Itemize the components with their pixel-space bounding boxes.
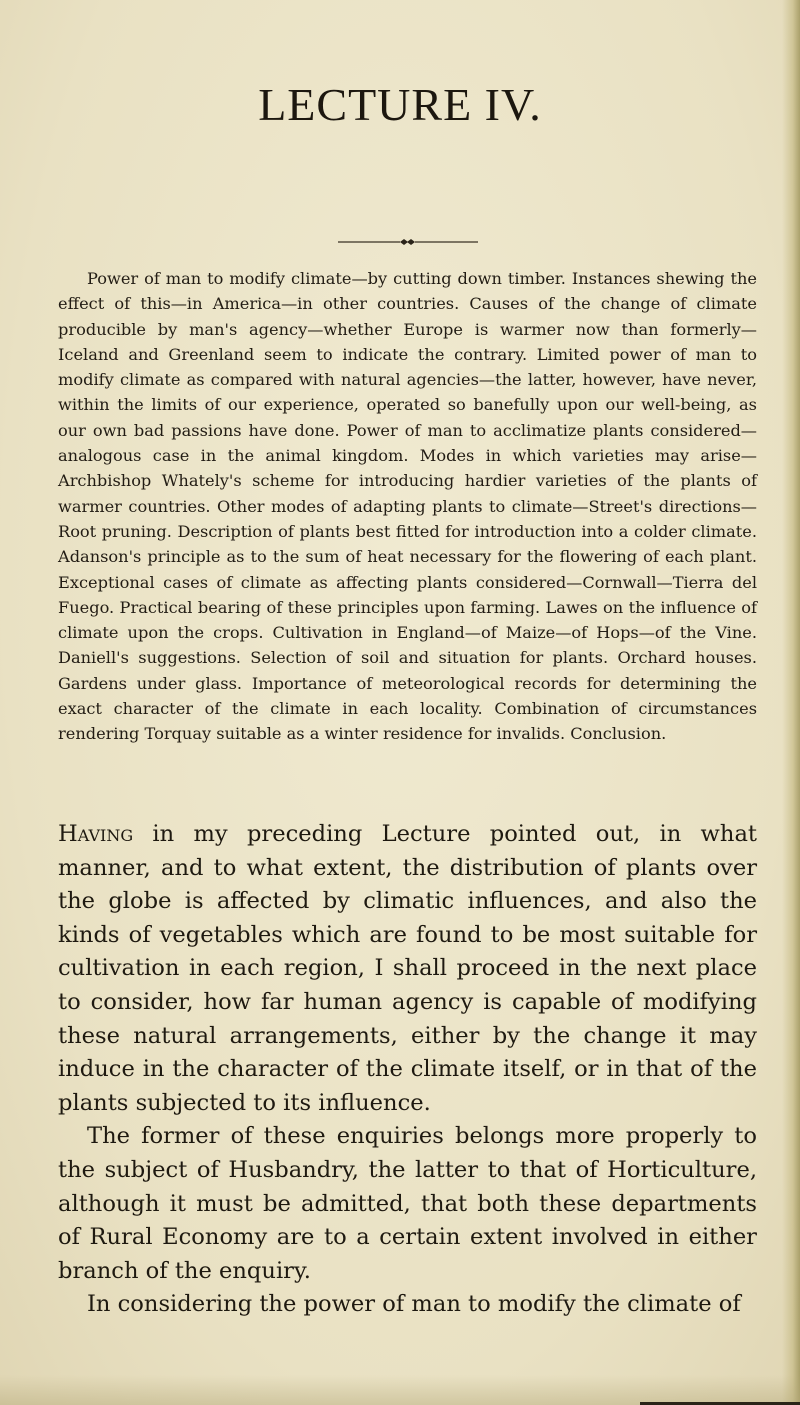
page-edge-shadow [782, 0, 800, 1405]
paragraph-text: in my preceding Lecture pointed out, in what manner, and to what extent, the distribution of plants over the globe is affected by climatic influences, and also the kinds of vegetables which are found to be most suitable for cultivation in each region, I shall proceed in the next place to consider, how far human agency is capable of modifying these natural arrangements, either by the change it may induce in the character of the climate itself, or in that of the plants subjected to its influence. [58, 821, 757, 1116]
lecture-title: LECTURE IV. [258, 79, 542, 130]
page-bottom-shade [0, 1375, 800, 1405]
lecture-body [58, 818, 757, 1322]
opening-word: Having [58, 821, 134, 847]
body-paragraph: The former of these enquiries belongs more properly to the subject of Husbandry, the latter to that of Horticulture, although it must be admitted, that both these departments of Rural Economy are to a certain extent involved in either branch of the enquiry. [58, 1123, 757, 1284]
body-paragraph: In considering the power of man to modify the climate of [87, 1291, 741, 1318]
ornament-divider [338, 237, 478, 247]
body-paragraph [58, 818, 757, 1120]
lecture-synopsis: Power of man to modify climate—by cutting down timber. Instances shewing the effect of this—in America—in other countries. Causes of the change of climate producible by man's agency—whether Europe is warmer now than formerly—Iceland and Greenland seem to indicate the contrary. Limited power of man to modify climate as compared with natural agencies—the latter, however, have never, within the limits of our experience, operated so banefully upon our well-being, as our own bad passions have done. Power of man to acclimatize plants considered—analogous case in the animal kingdom. Modes in which varieties may arise—Archbishop Whately's scheme for introducing hardier varieties of the plants of warmer countries. Other modes of adapting plants to climate—Street's directions—Root pruning. Description of plants best fitted for introduction into a colder climate. Adanson's principle as to the sum of heat necessary for the flowering of each plant. Exceptional cases of climate as affecting plants considered—Cornwall—Tierra del Fuego. Practical bearing of these principles upon farming. Lawes on the influence of climate upon the crops. Cultivation in England—of Maize—of Hops—of the Vine. Daniell's suggestions. Selection of soil and situation for plants. Orchard houses. Gardens under glass. Importance of meteorological records for determining the exact character of the climate in each locality. Combination of circumstances rendering Torquay suitable as a winter residence for invalids. Conclusion. [58, 269, 757, 744]
